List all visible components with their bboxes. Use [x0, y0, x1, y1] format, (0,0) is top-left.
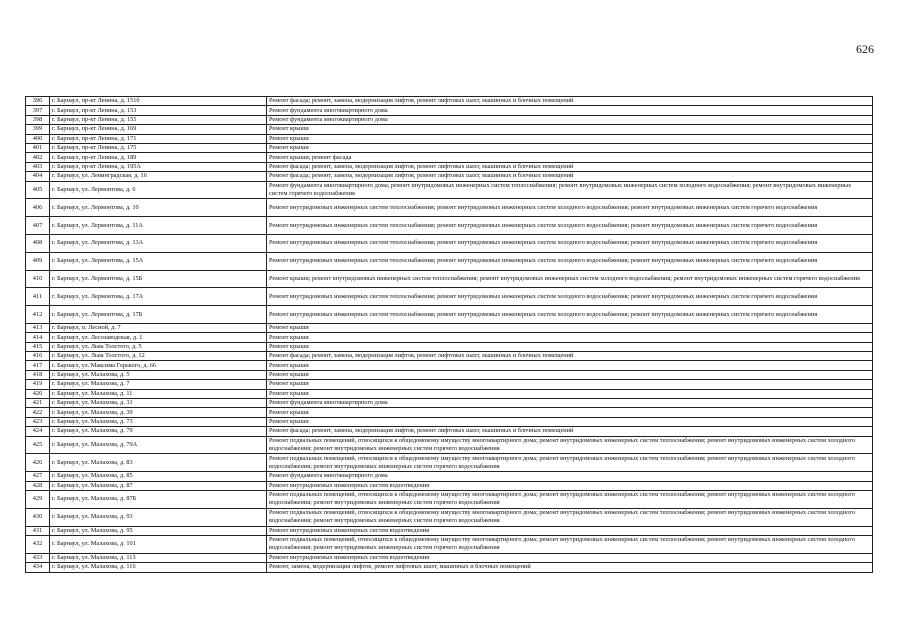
row-number: 407 [26, 217, 50, 235]
row-works: Ремонт крыши [267, 389, 873, 398]
row-address: г. Барнаул, ул. Лермонтова, д. 17Б [50, 306, 267, 324]
row-number: 401 [26, 143, 50, 152]
row-works: Ремонт внутридомовых инженерных систем теплоснабжения; ремонт внутридомовых инженерных систем холодного водоснабжения; ремонт внутридомовых инженерных систем горячего водоснабжения [267, 306, 873, 324]
table-row [26, 234, 873, 252]
row-address: г. Барнаул, ул. Максима Горького, д. 66 [50, 361, 267, 370]
row-address: г. Барнаул, ул. Малахова, д. 7 [50, 380, 267, 389]
table-row [26, 399, 873, 408]
row-works: Ремонт фундамента многоквартирного дома [267, 472, 873, 481]
row-number: 403 [26, 162, 50, 171]
row-number: 398 [26, 115, 50, 124]
row-number: 406 [26, 199, 50, 217]
row-works: Ремонт крыши; ремонт фасада [267, 153, 873, 162]
table-row [26, 370, 873, 379]
row-address: г. Барнаул, ул. Льва Толстого, д. 5 [50, 342, 267, 351]
table-row [26, 333, 873, 342]
row-number: 396 [26, 97, 50, 106]
row-address: г. Барнаул, ул. Льва Толстого, д. 12 [50, 352, 267, 361]
row-number: 410 [26, 270, 50, 288]
row-works: Ремонт крыши [267, 125, 873, 134]
row-address: г. Барнаул, ул. Малахова, д. 113 [50, 553, 267, 562]
table-row [26, 417, 873, 426]
row-works: Ремонт внутридомовых инженерных систем теплоснабжения; ремонт внутридомовых инженерных систем холодного водоснабжения; ремонт внутридомовых инженерных систем горячего водоснабжения [267, 252, 873, 270]
row-address: г. Барнаул, ул. Малахова, д. 79А [50, 436, 267, 454]
table-row [26, 427, 873, 436]
row-works: Ремонт фундамента многоквартирного дома [267, 115, 873, 124]
row-number: 417 [26, 361, 50, 370]
row-works: Ремонт внутридомовых инженерных систем водоотведения [267, 526, 873, 535]
row-address: г. Барнаул, ул. Малахова, д. 87 [50, 481, 267, 490]
row-works: Ремонт крыши; ремонт внутридомовых инженерных систем теплоснабжения; ремонт внутридомовых инженерных систем холодного водоснабжения; ремонт внутридомовых инженерных систем горячего водоснабжения [267, 270, 873, 288]
row-works: Ремонт подвальных помещений, относящихся к общедомовому имуществу многоквартирного дома; ремонт внутридомовых инженерных систем теплоснабжения; ремонт внутридомовых инженерных систем холодного водоснабжения; ремонт внутридомовых инженерных систем горячего водоснабжения [267, 535, 873, 553]
table-body [26, 97, 873, 573]
table-row [26, 352, 873, 361]
table-row [26, 106, 873, 115]
table-row [26, 134, 873, 143]
row-number: 409 [26, 252, 50, 270]
page-number: 626 [856, 42, 874, 56]
row-number: 423 [26, 417, 50, 426]
row-number: 411 [26, 288, 50, 306]
row-address: г. Барнаул, ул. Малахова, д. 31 [50, 399, 267, 408]
row-address: г. Барнаул, пр-кт Ленина, д. 189 [50, 153, 267, 162]
row-works: Ремонт подвальных помещений, относящихся к общедомовому имуществу многоквартирного дома; ремонт внутридомовых инженерных систем теплоснабжения; ремонт внутридомовых инженерных систем холодного водоснабжения; ремонт внутридомовых инженерных систем горячего водоснабжения [267, 508, 873, 526]
row-works: Ремонт крыши [267, 361, 873, 370]
table-row [26, 115, 873, 124]
row-address: г. Барнаул, ул. Малахова, д. 11 [50, 389, 267, 398]
row-number: 426 [26, 454, 50, 472]
row-number: 427 [26, 472, 50, 481]
row-address: г. Барнаул, ул. Малахова, д. 5 [50, 370, 267, 379]
row-works: Ремонт подвальных помещений, относящихся к общедомовому имуществу многоквартирного дома; ремонт внутридомовых инженерных систем теплоснабжения; ремонт внутридомовых инженерных систем холодного водоснабжения; ремонт внутридомовых инженерных систем горячего водоснабжения [267, 490, 873, 508]
row-works: Ремонт фасада; ремонт, замена, модернизация лифтов, ремонт лифтовых шахт, машинных и блочных помещений [267, 352, 873, 361]
row-number: 434 [26, 563, 50, 572]
row-address: г. Барнаул, пр-кт Ленина, д. 171 [50, 134, 267, 143]
table-row [26, 270, 873, 288]
row-address: г. Барнаул, ул. Малахова, д. 87Б [50, 490, 267, 508]
row-works: Ремонт крыши [267, 342, 873, 351]
table-row [26, 389, 873, 398]
table-row [26, 526, 873, 535]
row-address: г. Барнаул, ул. Малахова, д. 85 [50, 472, 267, 481]
row-works: Ремонт фасада; ремонт, замена, модернизация лифтов, ремонт лифтовых шахт, машинных и блочных помещений [267, 162, 873, 171]
row-number: 414 [26, 333, 50, 342]
row-address: г. Барнаул, пр-кт Ленина, д. 195А [50, 162, 267, 171]
row-number: 408 [26, 234, 50, 252]
row-works: Ремонт подвальных помещений, относящихся к общедомовому имуществу многоквартирного дома; ремонт внутридомовых инженерных систем теплоснабжения; ремонт внутридомовых инженерных систем холодного водоснабжения; ремонт внутридомовых инженерных систем горячего водоснабжения [267, 436, 873, 454]
table-row [26, 436, 873, 454]
table-row [26, 181, 873, 199]
row-number: 421 [26, 399, 50, 408]
table-row [26, 125, 873, 134]
table-row [26, 481, 873, 490]
row-address: г. Барнаул, ул. Малахова, д. 79 [50, 427, 267, 436]
repair-schedule-table [25, 96, 873, 573]
table-row [26, 508, 873, 526]
row-address: г. Барнаул, ул. Малахова, д. 73 [50, 417, 267, 426]
row-works: Ремонт фасада; ремонт, замена, модернизация лифтов, ремонт лифтовых шахт, машинных и блочных помещений [267, 97, 873, 106]
row-number: 415 [26, 342, 50, 351]
table-row [26, 535, 873, 553]
row-works: Ремонт крыши [267, 333, 873, 342]
table-row [26, 172, 873, 181]
table-row [26, 563, 873, 572]
row-number: 430 [26, 508, 50, 526]
table-row [26, 97, 873, 106]
row-number: 424 [26, 427, 50, 436]
row-address: г. Барнаул, ул. Лесозаводская, д. 1 [50, 333, 267, 342]
row-address: г. Барнаул, ул. Лермонтова, д. 15Б [50, 270, 267, 288]
row-address: г. Барнаул, ул. Малахова, д. 93 [50, 508, 267, 526]
row-address: г. Барнаул, ул. Лермонтова, д. 15А [50, 252, 267, 270]
row-works: Ремонт крыши [267, 417, 873, 426]
table-row [26, 162, 873, 171]
row-address: г. Барнаул, ул. Лермонтова, д. 17А [50, 288, 267, 306]
row-works: Ремонт внутридомовых инженерных систем теплоснабжения; ремонт внутридомовых инженерных систем холодного водоснабжения; ремонт внутридомовых инженерных систем горячего водоснабжения [267, 217, 873, 235]
row-number: 429 [26, 490, 50, 508]
table-row [26, 454, 873, 472]
row-address: г. Барнаул, пр-кт Ленина, д. 175 [50, 143, 267, 152]
row-number: 405 [26, 181, 50, 199]
row-works: Ремонт фундамента многоквартирного дома; ремонт внутридомовых инженерных систем теплоснабжения; ремонт внутридомовых инженерных систем холодного водоснабжения; ремонт внутридомовых инженерных систем горячего водоснабжения [267, 181, 873, 199]
row-address: г. Барнаул, ул. Лермонтова, д. 10 [50, 199, 267, 217]
row-number: 433 [26, 553, 50, 562]
table-row [26, 361, 873, 370]
row-address: г. Барнаул, п. Лесной, д. 7 [50, 323, 267, 332]
row-works: Ремонт крыши [267, 134, 873, 143]
row-number: 420 [26, 389, 50, 398]
table-row [26, 472, 873, 481]
row-number: 418 [26, 370, 50, 379]
table-row [26, 288, 873, 306]
row-works: Ремонт внутридомовых инженерных систем водоотведения [267, 553, 873, 562]
row-works: Ремонт фасада; ремонт, замена, модернизация лифтов, ремонт лифтовых шахт, машинных и блочных помещений [267, 427, 873, 436]
row-address: г. Барнаул, ул. Малахова, д. 83 [50, 454, 267, 472]
table-row [26, 306, 873, 324]
row-works: Ремонт внутридомовых инженерных систем теплоснабжения; ремонт внутридомовых инженерных систем холодного водоснабжения; ремонт внутридомовых инженерных систем горячего водоснабжения [267, 199, 873, 217]
row-works: Ремонт крыши [267, 143, 873, 152]
row-number: 402 [26, 153, 50, 162]
row-works: Ремонт фундамента многоквартирного дома [267, 399, 873, 408]
row-number: 397 [26, 106, 50, 115]
table-row [26, 143, 873, 152]
row-address: г. Барнаул, ул. Лермонтова, д. 6 [50, 181, 267, 199]
row-number: 432 [26, 535, 50, 553]
row-number: 412 [26, 306, 50, 324]
row-address: г. Барнаул, ул. Малахова, д. 116 [50, 563, 267, 572]
row-works: Ремонт крыши [267, 408, 873, 417]
row-works: Ремонт внутридомовых инженерных систем теплоснабжения; ремонт внутридомовых инженерных систем холодного водоснабжения; ремонт внутридомовых инженерных систем горячего водоснабжения [267, 288, 873, 306]
row-address: г. Барнаул, пр-кт Ленина, д. 153 [50, 106, 267, 115]
row-number: 404 [26, 172, 50, 181]
row-works: Ремонт крыши [267, 323, 873, 332]
row-address: г. Барнаул, ул. Лермонтова, д. 13А [50, 234, 267, 252]
row-number: 422 [26, 408, 50, 417]
row-works: Ремонт крыши [267, 380, 873, 389]
row-works: Ремонт крыши [267, 370, 873, 379]
row-address: г. Барнаул, ул. Ленинградская, д. 16 [50, 172, 267, 181]
row-works: Ремонт фасада; ремонт, замена, модернизация лифтов, ремонт лифтовых шахт, машинных и блочных помещений [267, 172, 873, 181]
row-works: Ремонт внутридомовых инженерных систем теплоснабжения; ремонт внутридомовых инженерных систем холодного водоснабжения; ремонт внутридомовых инженерных систем горячего водоснабжения [267, 234, 873, 252]
table-row [26, 490, 873, 508]
row-address: г. Барнаул, ул. Малахова, д. 39 [50, 408, 267, 417]
table-row [26, 342, 873, 351]
row-works: Ремонт подвальных помещений, относящихся к общедомовому имуществу многоквартирного дома; ремонт внутридомовых инженерных систем теплоснабжения; ремонт внутридомовых инженерных систем холодного водоснабжения; ремонт внутридомовых инженерных систем горячего водоснабжения [267, 454, 873, 472]
table-row [26, 553, 873, 562]
table-row [26, 217, 873, 235]
row-address: г. Барнаул, пр-кт Ленина, д. 151б [50, 97, 267, 106]
row-address: г. Барнаул, ул. Малахова, д. 95 [50, 526, 267, 535]
row-number: 419 [26, 380, 50, 389]
row-address: г. Барнаул, ул. Малахова, д. 101 [50, 535, 267, 553]
row-works: Ремонт фундамента многоквартирного дома [267, 106, 873, 115]
row-number: 428 [26, 481, 50, 490]
row-address: г. Барнаул, пр-кт Ленина, д. 169 [50, 125, 267, 134]
table-row [26, 153, 873, 162]
row-works: Ремонт, замена, модернизация лифтов, ремонт лифтовых шахт, машинных и блочных помещений [267, 563, 873, 572]
row-number: 425 [26, 436, 50, 454]
row-number: 416 [26, 352, 50, 361]
table-row [26, 252, 873, 270]
table-row [26, 408, 873, 417]
table-row [26, 199, 873, 217]
table-row [26, 380, 873, 389]
row-number: 431 [26, 526, 50, 535]
row-address: г. Барнаул, пр-кт Ленина, д. 155 [50, 115, 267, 124]
row-works: Ремонт внутридомовых инженерных систем водоотведения [267, 481, 873, 490]
row-address: г. Барнаул, ул. Лермонтова, д. 11А [50, 217, 267, 235]
table-row [26, 323, 873, 332]
row-number: 400 [26, 134, 50, 143]
row-number: 399 [26, 125, 50, 134]
row-number: 413 [26, 323, 50, 332]
